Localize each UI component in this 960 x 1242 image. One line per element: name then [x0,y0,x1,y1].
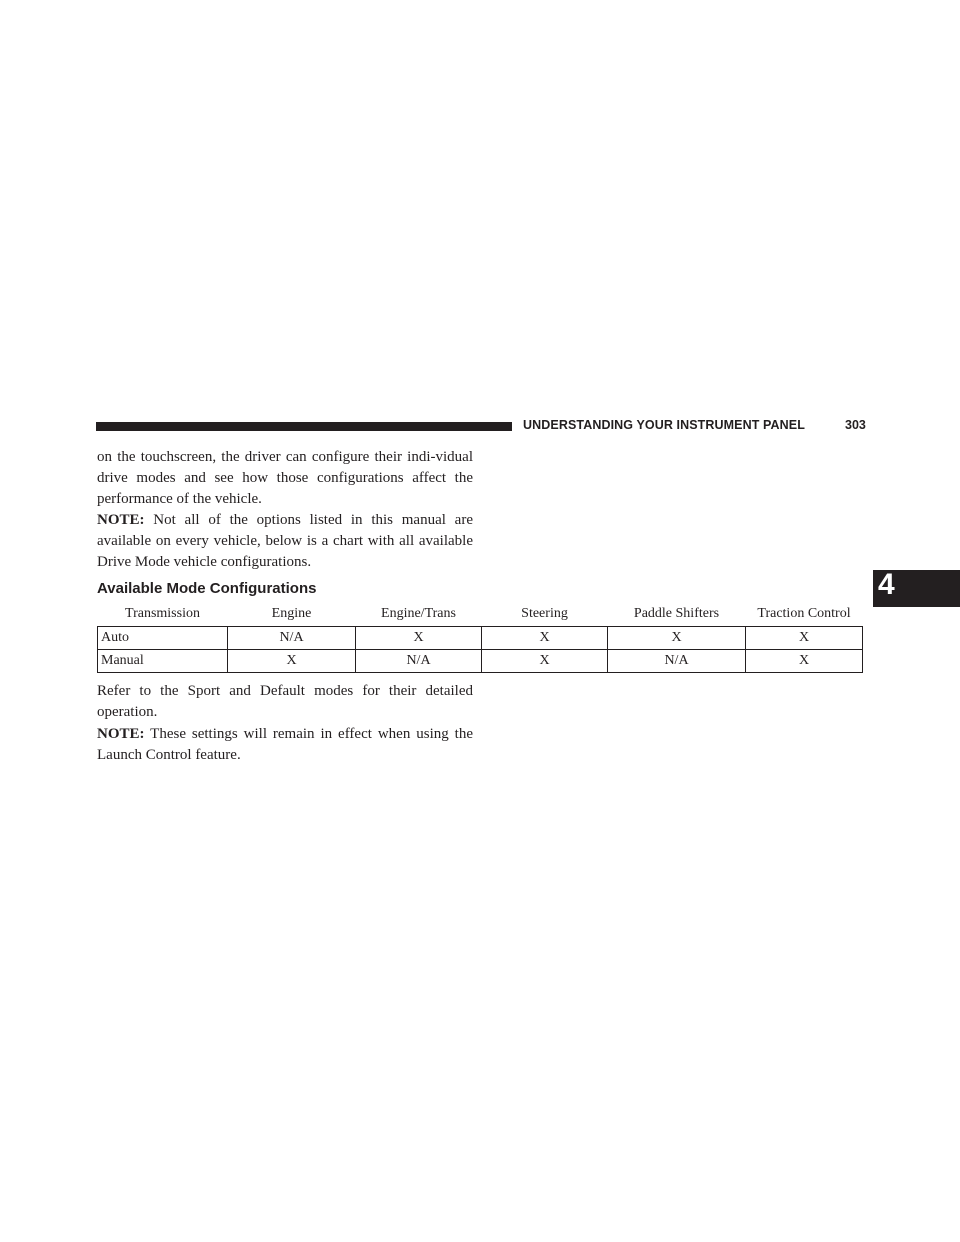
note-text: These settings will remain in effect when using the Launch Control feature. [97,726,473,763]
column-header: Engine/Trans [381,606,456,621]
note-label: NOTE: [97,726,145,742]
table-cell: N/A [608,650,746,673]
refer-paragraph: Refer to the Sport and Default modes for their detailed operation. [97,683,473,720]
note-paragraph-1 [97,510,473,573]
table-cell: X [608,627,746,650]
intro-paragraph: on the touchscreen, the driver can configure their indi-vidual drive modes and see how those configurations affect the performance of the vehicle. [97,449,473,507]
column-header: Engine [271,606,312,621]
table-cell: Manual [98,650,228,673]
section-heading: Available Mode Configurations [97,580,317,597]
note-text: Not all of the options listed in this manual are available on every vehicle, below is a chart with all available Drive Mode vehicle configurations. [97,512,473,570]
page-number: 303 [845,418,866,432]
note-paragraph-2 [97,724,473,766]
mode-configurations-table [97,602,863,673]
header-rule [96,422,512,431]
table-cell: N/A [356,650,482,673]
chapter-tab-number: 4 [878,568,895,601]
table-cell: X [482,627,608,650]
column-header: Traction Control [757,606,851,621]
table-cell: X [482,650,608,673]
table-row [98,650,863,673]
table-cell: X [356,627,482,650]
table-cell: X [746,650,863,673]
running-header-title: UNDERSTANDING YOUR INSTRUMENT PANEL [523,418,805,432]
column-header: Steering [521,606,568,621]
note-label: NOTE: [97,512,145,528]
table-cell: Auto [98,627,228,650]
table-cell: X [228,650,356,673]
column-header: Paddle Shifters [633,606,720,621]
table-row [98,627,863,650]
column-header: Transmission [125,606,200,621]
table-header-row [98,602,863,627]
table-cell: N/A [228,627,356,650]
table-cell: X [746,627,863,650]
